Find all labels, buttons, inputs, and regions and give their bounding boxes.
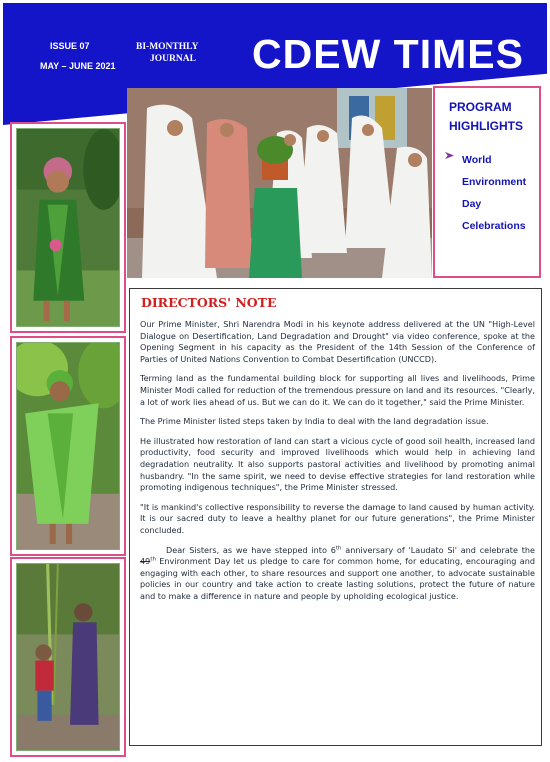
directors-note-title: DIRECTORS' NOTE — [141, 295, 277, 310]
note-p6-part-b: anniversary of 'Laudato Si' and celebrate the — [341, 544, 536, 555]
note-p6-sup-2: th — [150, 556, 156, 563]
highlight-item-line-3: Day — [462, 198, 482, 210]
note-paragraph-1: Our Prime Minister, Shri Narendra Modi in his keynote address delivered at the UN "High-Level Dialogue on Desertification, Land Degradation and Drought" via video conference, spoke at the Opening Segment in his capacity as the President of the 14th Session of the Conference of Parties of United Nations Convention to Combat Desertification (UNCCD). — [140, 319, 535, 364]
directors-note-box — [129, 288, 542, 746]
highlight-item-line-1: World — [462, 154, 492, 166]
bullet-arrow-icon — [445, 151, 454, 160]
frequency-line-2: JOURNAL — [150, 54, 196, 64]
note-paragraph-4: He illustrated how restoration of land can start a vicious cycle of good soil health, increased land productivity, food security and improved livelihoods which would help in achieving land degradation neutrality. It also supports pastoral activities and livelihood by promoting animal husbandry. "In the same spirit, we need to devise effective strategies for land restoration while promoting indigenous techniques", the Prime Minister stressed. — [140, 435, 535, 493]
journal-frequency — [136, 41, 198, 65]
issue-info — [40, 41, 116, 71]
child-leaf-costume-photo-1 — [17, 129, 119, 326]
issue-number: ISSUE 07 — [50, 41, 90, 51]
photo-frame-3 — [10, 557, 126, 757]
note-paragraph-6 — [140, 545, 535, 603]
note-p6-sup-1: th — [335, 544, 342, 551]
note-p6-part-a: Dear Sisters, as we have stepped into 6 — [166, 544, 336, 555]
highlight-item-line-4: Celebrations — [462, 220, 526, 232]
program-highlights-title-line-1: PROGRAM — [449, 100, 512, 114]
frequency-line-1: BI-MONTHLY — [136, 42, 199, 52]
highlight-item-line-2: Environment — [462, 176, 527, 188]
note-p6-number: 49 — [140, 556, 151, 567]
sisters-group-photo — [127, 88, 432, 278]
program-highlights-title-line-2: HIGHLIGHTS — [449, 119, 523, 133]
children-planting-photo — [17, 564, 119, 750]
note-paragraph-2: Terming land as the fundamental building block for supporting all lives and livelihoods, Prime Minister Modi called for reduction of the tremendous pressure on land and its resources. "Clearly, a lot of work lies ahead of us. But we can do it. We can do it together," said the Prime Minister. — [140, 373, 535, 407]
program-highlights-panel — [433, 86, 541, 278]
directors-note-body — [140, 319, 535, 610]
sisters-with-plant-photo — [127, 88, 432, 278]
photo-frame-2 — [10, 336, 126, 556]
highlight-item-world-environment-day — [462, 149, 526, 237]
note-paragraph-5: "It is mankind's collective responsibility to reverse the damage to land caused by human activity. It is our sacred duty to leave a healthy planet for our future generations", the Prime Minister concluded. — [140, 501, 535, 535]
issue-date: MAY – JUNE 2021 — [40, 61, 116, 71]
program-highlights-title — [449, 98, 523, 136]
note-paragraph-3: The Prime Minister listed steps taken by India to deal with the land degradation issue. — [140, 416, 489, 427]
masthead-title: CDEW TIMES — [252, 31, 524, 77]
photo-frame-1 — [10, 122, 126, 333]
child-leaf-costume-photo-2 — [17, 343, 119, 549]
note-p6-part-c: Environment Day let us pledge to care for common home, for educating, encouraging and engaging with each other, to share resources and support one another, to advocate sustainable policies in our country and take action to create lasting solutions, protect the future of nature and to make a difference in nature and people by upholding ecological justice. — [140, 556, 535, 601]
